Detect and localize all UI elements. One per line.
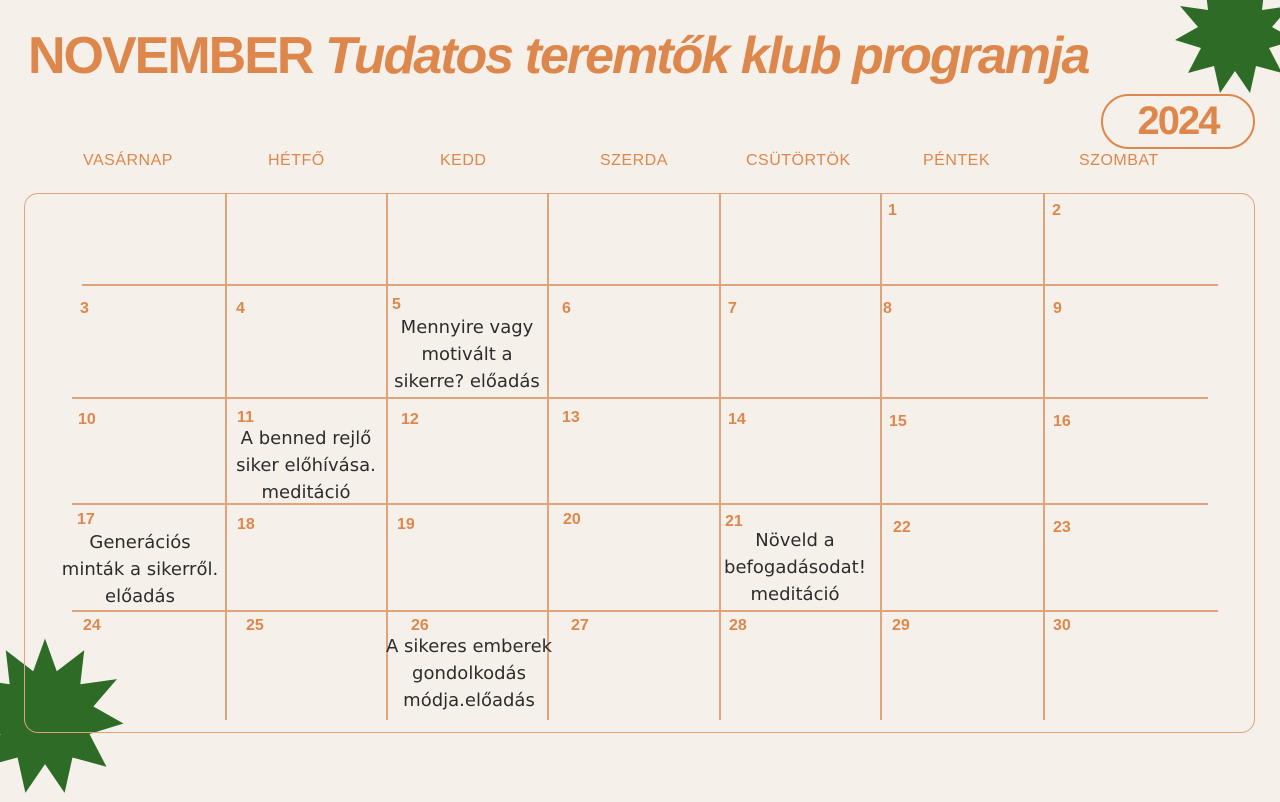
starburst-top-right-decoration xyxy=(1170,0,1280,100)
title-month: NOVEMBER xyxy=(28,27,313,85)
day-number: 25 xyxy=(246,617,264,634)
day-number: 21 xyxy=(725,513,743,530)
day-number: 12 xyxy=(401,411,419,428)
day-number: 13 xyxy=(562,409,580,426)
event-line: gondolkodás xyxy=(412,663,526,684)
day-number: 15 xyxy=(889,413,907,430)
day-number: 10 xyxy=(78,411,96,428)
day-number: 3 xyxy=(80,300,89,317)
event-line: befogadásodat! xyxy=(724,557,866,578)
day-number: 27 xyxy=(571,617,589,634)
day-number: 7 xyxy=(728,300,737,317)
grid-row-divider xyxy=(82,284,1218,286)
day-number: 6 xyxy=(562,300,571,317)
weekday-saturday: SZOMBAT xyxy=(1079,152,1159,169)
event-nov-5 xyxy=(388,314,546,395)
event-line: A sikeres emberek xyxy=(386,636,553,657)
event-line: meditáció xyxy=(750,584,840,605)
day-number: 1 xyxy=(888,202,897,219)
year-badge: 2024 xyxy=(1101,94,1255,149)
grid-column-divider xyxy=(880,193,882,720)
event-line: Generációs xyxy=(89,532,191,553)
event-line: módja.előadás xyxy=(403,690,535,711)
grid-column-divider xyxy=(719,193,721,720)
event-line: siker előhívása. xyxy=(236,455,376,476)
day-number: 8 xyxy=(883,300,892,317)
day-number: 11 xyxy=(237,409,254,426)
day-number: 17 xyxy=(77,511,95,528)
weekday-friday: PÉNTEK xyxy=(923,152,991,169)
event-line: motivált a xyxy=(421,344,513,365)
day-number: 14 xyxy=(728,411,746,428)
event-line: Mennyire vagy xyxy=(400,317,534,338)
day-number: 24 xyxy=(83,617,101,634)
event-line: minták a sikerről. xyxy=(61,559,219,580)
event-line: A benned rejlő xyxy=(240,428,372,449)
weekday-wednesday: SZERDA xyxy=(600,152,668,169)
event-line: Növeld a xyxy=(755,530,835,551)
weekday-tuesday: KEDD xyxy=(440,152,487,169)
day-number: 28 xyxy=(729,617,747,634)
day-number: 26 xyxy=(411,617,429,634)
event-line: meditáció xyxy=(261,482,351,503)
event-line: előadás xyxy=(105,586,175,607)
day-number: 2 xyxy=(1052,202,1061,219)
day-number: 23 xyxy=(1053,519,1071,536)
day-number: 16 xyxy=(1053,413,1071,430)
day-number: 29 xyxy=(892,617,910,634)
event-nov-26 xyxy=(386,633,552,714)
day-number: 18 xyxy=(237,516,255,533)
title-subtitle: Tudatos teremtők klub programja xyxy=(324,27,1089,85)
event-line: sikerre? előadás xyxy=(394,371,540,392)
day-number: 19 xyxy=(397,516,415,533)
day-number: 30 xyxy=(1053,617,1071,634)
day-number: 5 xyxy=(392,296,401,313)
day-number: 9 xyxy=(1053,300,1062,317)
day-number: 22 xyxy=(893,519,911,536)
grid-row-divider xyxy=(72,397,1208,399)
calendar-frame xyxy=(24,193,1255,733)
day-number: 20 xyxy=(563,511,581,528)
event-nov-17 xyxy=(56,529,224,610)
grid-row-divider xyxy=(72,610,1218,612)
grid-column-divider xyxy=(1043,193,1045,720)
page-title xyxy=(28,26,1088,86)
weekday-monday: HÉTFŐ xyxy=(268,152,325,169)
weekday-sunday: VASÁRNAP xyxy=(83,152,173,169)
day-number: 4 xyxy=(236,300,245,317)
event-nov-11 xyxy=(226,425,386,506)
weekday-thursday: CSÜTÖRTÖK xyxy=(746,152,851,169)
event-nov-21 xyxy=(715,527,875,608)
